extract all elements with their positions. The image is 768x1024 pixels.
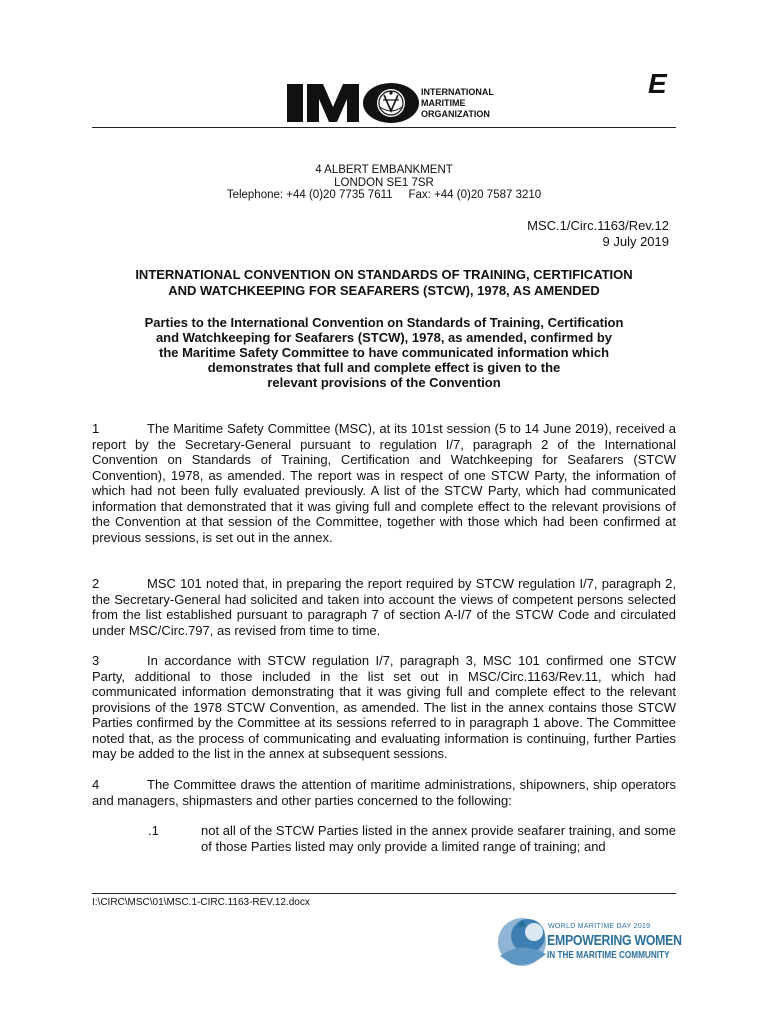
- org-name: [421, 87, 494, 120]
- contact-line: Telephone: +44 (0)20 7735 7611 Fax: +44 (0)20 7587 3210: [226, 189, 542, 201]
- paragraph-number: 3: [92, 653, 100, 668]
- footer-rule: [92, 893, 676, 894]
- paragraph-text: MSC 101 noted that, in preparing the report required by STCW regulation I/7, paragraph 2, the Secretary-General had solicited and taken into account the views of competent persons selected from the list established pursuant to paragraph 7 of section A-I/7 of the STCW Code and circulated under MSC/Circ.797, as revised from time to time.: [92, 576, 676, 638]
- subitem-number: .1: [148, 823, 159, 838]
- subitem-text: not all of the STCW Parties listed in the annex provide seafarer training, and some of those Parties listed may only provide a limited range of training; and: [201, 823, 676, 854]
- language-code: E: [648, 68, 667, 99]
- paragraph: [92, 777, 676, 808]
- badge-line-2: IN THE MARITIME COMMUNITY: [547, 950, 670, 961]
- title-line: AND WATCHKEEPING FOR SEAFARERS (STCW), 1978, AS AMENDED: [168, 283, 600, 298]
- subtitle-line: relevant provisions of the Convention: [267, 375, 501, 390]
- paragraph-number: 2: [92, 576, 100, 591]
- document-symbol: MSC.1/Circ.1163/Rev.12: [527, 218, 669, 233]
- paragraph: [92, 653, 676, 762]
- paragraph: [92, 576, 676, 638]
- paragraph-number: 1: [92, 421, 100, 436]
- subtitle-line: the Maritime Safety Committee to have communicated information which: [158, 345, 610, 360]
- org-name-line: MARITIME: [421, 98, 466, 108]
- file-path: I:\CIRC\MSC\01\MSC.1-CIRC.1163-REV.12.docx: [92, 897, 310, 908]
- address-line-2: LONDON SE1 7SR: [334, 177, 434, 189]
- document-date: 9 July 2019: [602, 234, 669, 249]
- paragraph-number: 4: [92, 777, 100, 792]
- title-line: INTERNATIONAL CONVENTION ON STANDARDS OF TRAINING, CERTIFICATION: [135, 267, 633, 282]
- paragraph: [92, 421, 676, 545]
- badge-top-text: WORLD MARITIME DAY 2019: [548, 923, 651, 930]
- subtitle-line: and Watchkeeping for Seafarers (STCW), 1978, as amended, confirmed by: [155, 330, 613, 345]
- org-name-line: ORGANIZATION: [421, 109, 490, 119]
- paragraph-text: The Maritime Safety Committee (MSC), at its 101st session (5 to 14 June 2019), received a report by the Secretary-General pursuant to regulation I/7, paragraph 2 of the International Convention on Standards of Training, Certification and Watchkeeping for Seafarers (STCW Convention), 1978, as amended. The report was in respect of one STCW Party, the information of which had not been fully evaluated previously. A list of the STCW Party, which had communicated information that demonstrated that it was giving full and complete effect to the relevant provisions of the Convention at that session of the Committee, together with those which had been confirmed at previous sessions, is set out in the annex.: [92, 421, 676, 545]
- header-rule: [92, 127, 676, 128]
- badge-line-1: EMPOWERING WOMEN: [547, 932, 682, 949]
- address-line-1: 4 ALBERT EMBANKMENT: [315, 164, 453, 176]
- paragraph-text: In accordance with STCW regulation I/7, paragraph 3, MSC 101 confirmed one STCW Party, additional to those included in the list set out in MSC/Circ.1163/Rev.11, which had communicated information demonstrating that it was giving full and complete effect to the relevant provisions of the 1978 STCW Convention, as amended. The list in the annex contains those STCW Parties confirmed by the Committee at its sessions referred to in paragraph 1 above. The Committee noted that, as the process of communicating and evaluating information is continuing, further Parties may be added to the list in the annex at subsequent sessions.: [92, 653, 676, 761]
- subtitle-line: demonstrates that full and complete effect is given to the: [207, 360, 561, 375]
- subtitle-line: Parties to the International Convention on Standards of Training, Certification: [144, 315, 624, 330]
- org-name-line: INTERNATIONAL: [421, 87, 494, 97]
- paragraph-text: The Committee draws the attention of maritime administrations, shipowners, ship operators and managers, shipmasters and other parties concerned to the following:: [92, 777, 676, 808]
